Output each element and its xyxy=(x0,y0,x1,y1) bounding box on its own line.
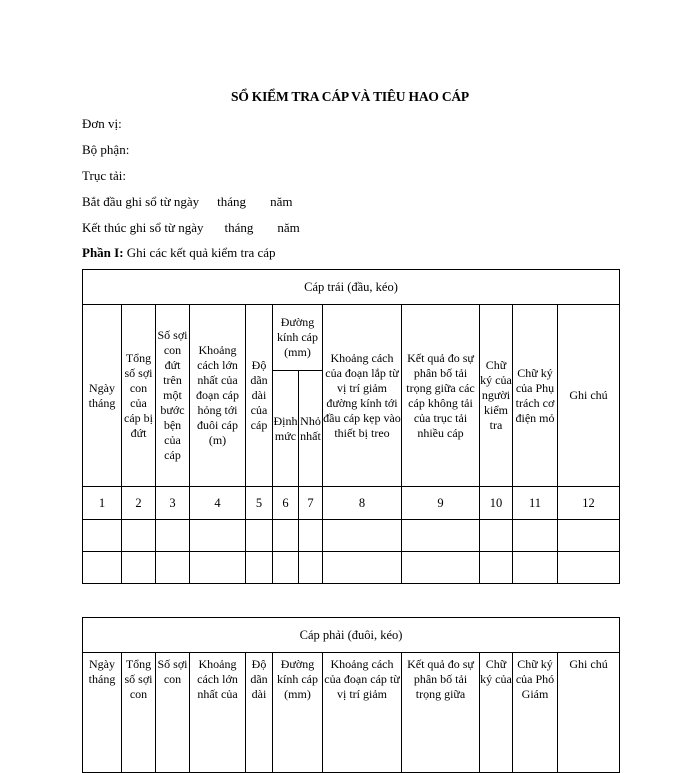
col-header-chu-ky-pho: Chữ ký của Phụ trách cơ điện mỏ xyxy=(513,305,558,487)
table-cell[interactable] xyxy=(323,520,402,552)
column-number: 2 xyxy=(122,487,156,520)
col-header-ghi-chu: Ghi chú xyxy=(558,653,620,773)
col-header-khoang-cach-lap: Khoảng cách của đoạn lắp từ vị trí giảm đường kính tới đầu cáp kẹp vào thiết bị treo xyxy=(323,305,402,487)
table-cell[interactable] xyxy=(273,520,299,552)
table-cell[interactable] xyxy=(480,520,513,552)
col-header-khoang-cach: Khoảng cách lớn nhất của xyxy=(190,653,246,773)
table-caption: Cáp trái (đầu, kéo) xyxy=(83,270,620,305)
col-header-duong-kinh: Đường kính cáp (mm) xyxy=(273,653,323,773)
table-cell[interactable] xyxy=(513,520,558,552)
column-number: 3 xyxy=(156,487,190,520)
column-number: 6 xyxy=(273,487,299,520)
table-cell[interactable] xyxy=(273,552,299,584)
part1-text: Ghi các kết quả kiểm tra cáp xyxy=(126,245,276,260)
part1-heading-line xyxy=(82,245,276,261)
col-header-duong-kinh: Đường kính cáp (mm) xyxy=(273,305,323,371)
table-cell[interactable] xyxy=(513,552,558,584)
column-number-row xyxy=(83,487,620,520)
table-cell[interactable] xyxy=(122,552,156,584)
table-cell[interactable] xyxy=(190,552,246,584)
col-header-chu-ky: Chữ ký của xyxy=(480,653,513,773)
field-bo-phan: Bộ phận: xyxy=(82,142,130,157)
table-cell[interactable] xyxy=(83,552,122,584)
table-row xyxy=(83,552,620,584)
page-title: SỔ KIỂM TRA CÁP VÀ TIÊU HAO CÁP xyxy=(231,89,469,104)
col-header-ket-qua-do: Kết quả đo sự phân bố tải trọng giữa các cáp không tải của trục tải nhiều cáp xyxy=(402,305,480,487)
field-don-vi: Đơn vị: xyxy=(82,116,122,131)
start-date-label: Bắt đầu ghi sổ từ ngày xyxy=(82,194,200,209)
col-header-so-soi-dut: Số sợi con đứt trên một bước bện của cáp xyxy=(156,305,190,487)
field-truc-tai: Trục tải: xyxy=(82,168,126,183)
column-number: 4 xyxy=(190,487,246,520)
column-number: 11 xyxy=(513,487,558,520)
column-number: 9 xyxy=(402,487,480,520)
table-caption: Cáp phải (đuôi, kéo) xyxy=(83,618,620,653)
column-number: 5 xyxy=(246,487,273,520)
col-header-tong-so-soi: Tổng số sợi con của cáp bị đứt xyxy=(122,305,156,487)
part1-heading: Phần I: xyxy=(82,245,124,260)
table-cell[interactable] xyxy=(246,552,273,584)
table-cell[interactable] xyxy=(190,520,246,552)
col-header-nho-nhat: Nhỏ nhất xyxy=(299,371,323,487)
col-header-dinh-muc: Định mức xyxy=(273,371,299,487)
end-date-label: Kết thúc ghi sổ từ ngày xyxy=(82,220,204,235)
table-cell[interactable] xyxy=(402,520,480,552)
col-header-ngay-thang: Ngày tháng xyxy=(83,305,122,487)
start-thang-label: tháng xyxy=(217,194,247,209)
table-cell[interactable] xyxy=(558,520,620,552)
table-cell[interactable] xyxy=(480,552,513,584)
column-number: 1 xyxy=(83,487,122,520)
inspection-table-right xyxy=(82,617,620,773)
table-cell[interactable] xyxy=(83,520,122,552)
column-number: 10 xyxy=(480,487,513,520)
col-header-ket-qua-do: Kết quả đo sự phân bố tải trọng giữa xyxy=(402,653,480,773)
table-cell[interactable] xyxy=(323,552,402,584)
start-nam-label: năm xyxy=(270,194,293,209)
column-number: 12 xyxy=(558,487,620,520)
column-number: 7 xyxy=(299,487,323,520)
table-cell[interactable] xyxy=(402,552,480,584)
table-row xyxy=(83,520,620,552)
col-header-do-dan-dai: Độ dãn dài của cáp xyxy=(246,305,273,487)
table-cell[interactable] xyxy=(558,552,620,584)
end-nam-label: năm xyxy=(277,220,300,235)
field-end-date xyxy=(82,220,300,236)
col-header-khoang-cach-lap: Khoảng cách của đoạn cáp từ vị trí giảm xyxy=(323,653,402,773)
table-cell[interactable] xyxy=(299,520,323,552)
field-start-date xyxy=(82,194,292,210)
col-header-chu-ky-kiem-tra: Chữ ký của người kiểm tra xyxy=(480,305,513,487)
table-cell[interactable] xyxy=(156,552,190,584)
col-header-so-soi: Số sợi con xyxy=(156,653,190,773)
inspection-table-left xyxy=(82,269,620,584)
col-header-khoang-cach: Khoảng cách lớn nhất của đoạn cáp hỏng tới đuôi cáp (m) xyxy=(190,305,246,487)
table-cell[interactable] xyxy=(156,520,190,552)
end-thang-label: tháng xyxy=(224,220,254,235)
table-cell[interactable] xyxy=(122,520,156,552)
col-header-chu-ky-pho: Chữ ký của Phó Giám xyxy=(513,653,558,773)
col-header-do-dan-dai: Độ dãn dài xyxy=(246,653,273,773)
column-number: 8 xyxy=(323,487,402,520)
col-header-tong-so-soi: Tổng số sợi con xyxy=(122,653,156,773)
col-header-ngay-thang: Ngày tháng xyxy=(83,653,122,773)
col-header-ghi-chu: Ghi chú xyxy=(558,305,620,487)
table-cell[interactable] xyxy=(299,552,323,584)
table-cell[interactable] xyxy=(246,520,273,552)
